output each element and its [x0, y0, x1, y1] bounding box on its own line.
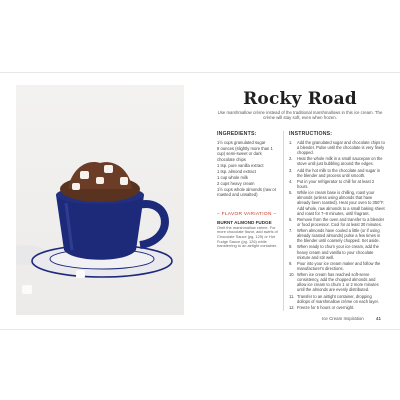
ingredient-item: 8 ounces (slightly more than 1 cup) semi-sweet or dark chocolate chips [217, 145, 273, 163]
ingredient-item: 2 cups heavy cream [217, 180, 255, 186]
instruction-step: 5. While ice cream base is chilling, roast your almonds (unless using almonds that have already been roasted). Heat your oven to 350°F. Add whole, raw almonds to a small baking sheet and roast for 7–8 minutes, until fragrant. [289, 190, 385, 216]
ingredient-item: 1½ cups whole almonds (raw or roasted and unsalted) [217, 186, 277, 198]
footer-section: Ice Cream Inspiration [322, 316, 364, 321]
flavor-variation-heading: – FLAVOR VARIATION – [217, 211, 277, 217]
instruction-step: 10. When ice cream has reached soft-serve consistency, add the chopped almonds and allow ice cream to churn 1 or 2 more minutes until the almonds are evenly distributed. [289, 272, 379, 293]
ingredient-item: 1 cup whole milk [217, 174, 248, 180]
flavor-variation-text: Omit the marshmallow crème. For more chocolate flavor, add swirls of Chocolate Sauce (pg. 125) or Hot Fudge Sauce (pg. 126) while transferring to an airtight container. [217, 224, 278, 249]
recipe-intro: Use marshmallow crème instead of the traditional marshmallows in this ice cream. The crème will stay soft, even when frozen. [217, 110, 383, 121]
instructions-column [289, 131, 385, 311]
instruction-step: 2. Heat the whole milk in a small saucepan on the stove until just bubbling around the edges. [289, 156, 383, 167]
instruction-step: 3. Add the hot milk to the chocolate and sugar in the blender and process until smooth. [289, 167, 381, 178]
flavor-dash-icon: – [217, 211, 222, 217]
column-divider [283, 131, 284, 311]
instruction-step: 12. Freeze for 6 hours or overnight. [289, 304, 355, 310]
instruction-step: 7. When almonds have cooled a little (or if using already roasted almonds) pulse a few times in the blender until coarsely chopped. Set aside. [289, 228, 381, 244]
recipe-photo [16, 85, 184, 315]
instructions-list [289, 140, 385, 310]
page-number: 41 [376, 316, 381, 321]
ingredients-list [217, 140, 279, 198]
ingredient-item: 1 tsp. pure vanilla extract [217, 162, 264, 168]
instruction-step: 4. Put in your refrigerator to chill for at least 2 hours. [289, 178, 375, 190]
flavor-variation-title: BURNT ALMOND FUDGE [217, 219, 272, 225]
ingredients-heading: INGREDIENTS: [217, 131, 257, 137]
instruction-step: 8. When ready to churn your ice cream, add the heavy cream and vanilla to your chocolate mixture and stir well. [289, 244, 379, 260]
ingredient-item: 1 tsp. almond extract [217, 168, 256, 174]
mug-illustration [16, 85, 184, 315]
instruction-step: 9. Pour into your ice cream maker and follow the manufacturer's directions. [289, 260, 381, 271]
instructions-heading: INSTRUCTIONS: [289, 131, 333, 137]
ingredient-item: 1½ cups granulated sugar [217, 140, 266, 145]
ingredients-column [217, 131, 279, 249]
recipe-title: Rocky Road [243, 89, 357, 109]
instruction-step: 6. Remove from the oven and transfer to a blender or food processor. Cool for at least 30 minutes. [289, 216, 385, 227]
instruction-step: 1. Add the granulated sugar and chocolate chips to a blender. Pulse until the chocolate is very finely chopped. [289, 140, 385, 156]
instruction-step: 11. Transfer to an airtight container, dropping dollops of marshmallow crème on each layer. [289, 293, 379, 304]
